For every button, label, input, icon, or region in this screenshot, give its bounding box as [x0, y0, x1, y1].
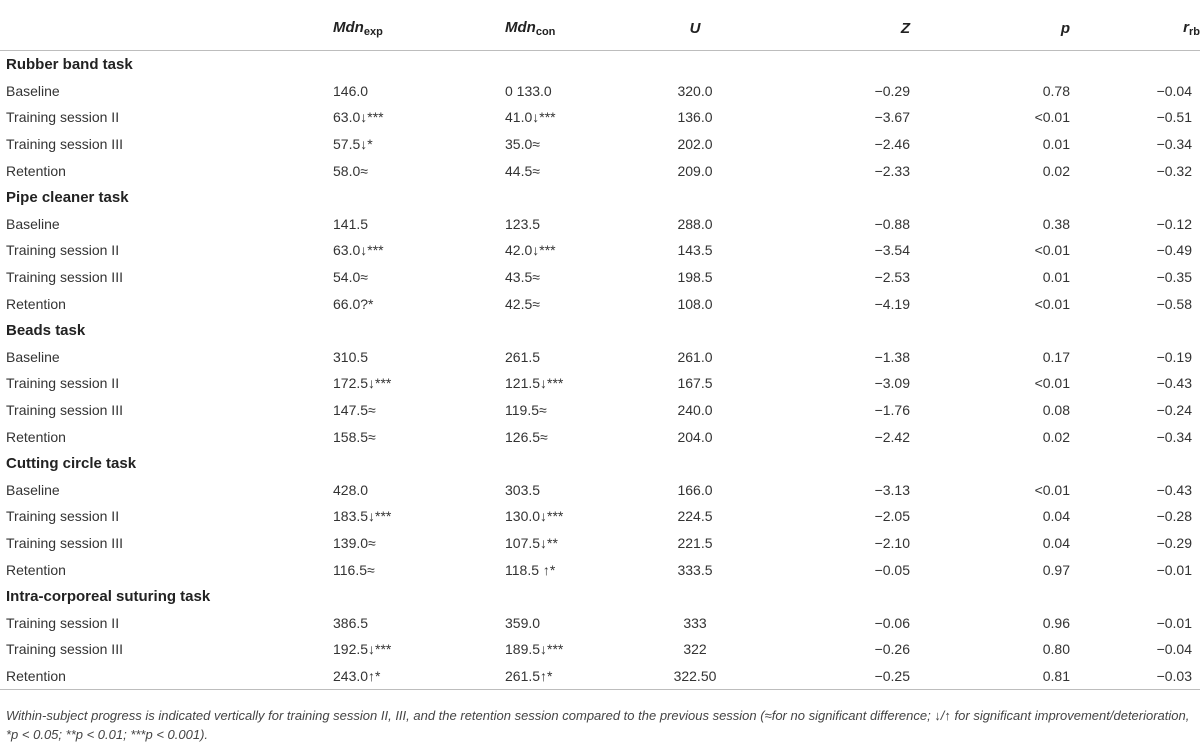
cell-mdn-exp: 116.5≈ [333, 561, 375, 578]
cell-mdn-exp: 54.0≈ [333, 269, 368, 286]
cell-p: 0.02 [1042, 428, 1070, 445]
section-title: Beads task [6, 321, 86, 339]
cell-p: 0.81 [910, 663, 1070, 690]
cell-mdn-exp: 63.0↓*** [333, 109, 384, 126]
cell-u: 221.5 [677, 534, 713, 551]
cell-mdn-con: 261.5↑* [505, 663, 605, 690]
cell-u: 166.0 [677, 481, 713, 498]
cell-p: <0.01 [1034, 109, 1070, 126]
cell-z: −3.67 [874, 109, 910, 126]
row-label: Baseline [6, 481, 60, 498]
section-title: Cutting circle task [6, 454, 137, 472]
cell-z: −3.09 [874, 375, 910, 392]
row-label: Training session II [6, 375, 120, 392]
row-label: Retention [6, 561, 66, 578]
cell-mdn-exp: 66.0?* [333, 295, 374, 312]
cell-mdn-exp: 147.5≈ [333, 402, 376, 419]
header-mdn-exp-sub: exp [363, 25, 383, 38]
cell-rrb: −0.32 [1156, 162, 1192, 179]
cell-rrb: −0.04 [1156, 82, 1192, 99]
cell-mdn-exp: 243.0↑* [333, 663, 505, 690]
cell-u: 136.0 [677, 109, 713, 126]
cell-u: 261.0 [677, 348, 713, 365]
row-label: Training session III [6, 641, 123, 658]
cell-u: 288.0 [677, 215, 713, 232]
cell-mdn-exp: 428.0 [333, 481, 369, 498]
table-body [0, 51, 1200, 690]
cell-u: 209.0 [677, 162, 713, 179]
row-label: Retention [6, 428, 66, 445]
table-row [0, 237, 1200, 264]
table-row [0, 530, 1200, 557]
cell-p: 0.08 [1042, 402, 1070, 419]
cell-z: −2.33 [874, 162, 910, 179]
table-row [0, 370, 1200, 397]
header-mdn-exp-text: Mdn [333, 18, 364, 36]
row-label: Training session III [6, 534, 123, 551]
cell-z: −3.54 [874, 242, 910, 259]
cell-rrb: −0.03 [1070, 663, 1200, 690]
section-title: Rubber band task [6, 55, 133, 73]
cell-p: 0.17 [1042, 348, 1070, 365]
cell-rrb: −0.58 [1156, 295, 1192, 312]
cell-mdn-con: 35.0≈ [505, 136, 540, 153]
cell-mdn-con: 42.0↓*** [505, 242, 556, 259]
header-mdn-con [505, 6, 605, 51]
section-header-row [0, 51, 1200, 78]
cell-z: −2.10 [874, 534, 910, 551]
header-rrb [1070, 6, 1200, 51]
cell-rrb: −0.01 [1156, 561, 1192, 578]
cell-z: −3.13 [874, 481, 910, 498]
cell-mdn-con: 44.5≈ [505, 162, 540, 179]
cell-u: 240.0 [677, 402, 713, 419]
table-row [0, 78, 1200, 105]
section-title: Intra-corporeal suturing task [6, 587, 211, 605]
header-mdn-con-sub: con [535, 25, 556, 38]
cell-mdn-exp: 146.0 [333, 82, 369, 99]
cell-z: −1.38 [874, 348, 910, 365]
cell-rrb: −0.29 [1156, 534, 1192, 551]
cell-rrb: −0.34 [1156, 136, 1192, 153]
header-mdn-con-text: Mdn [505, 18, 536, 36]
cell-mdn-exp: 386.5 [333, 614, 369, 631]
cell-z: −0.05 [874, 561, 910, 578]
header-rrb-sub: rb [1189, 25, 1200, 38]
cell-u: 322.50 [605, 663, 785, 690]
table-row [0, 211, 1200, 238]
table-row [0, 636, 1200, 663]
cell-p: 0.04 [1042, 508, 1070, 525]
cell-z: −2.05 [874, 508, 910, 525]
table-row [0, 609, 1200, 636]
row-label: Training session III [6, 136, 123, 153]
results-table [0, 6, 1200, 690]
cell-mdn-exp: 192.5↓*** [333, 641, 392, 658]
cell-mdn-exp: 183.5↓*** [333, 508, 392, 525]
cell-p: 0.01 [1042, 136, 1070, 153]
cell-p: <0.01 [1034, 295, 1070, 312]
cell-rrb: −0.43 [1156, 375, 1192, 392]
header-p: p [910, 6, 1070, 51]
table-row [0, 104, 1200, 131]
cell-u: 333.5 [677, 561, 713, 578]
section-title: Pipe cleaner task [6, 188, 129, 206]
table-row [0, 344, 1200, 371]
section-header-row [0, 450, 1200, 477]
cell-p: 0.78 [1042, 82, 1070, 99]
table-row [0, 157, 1200, 184]
cell-p: <0.01 [1034, 375, 1070, 392]
cell-mdn-con: 189.5↓*** [505, 641, 564, 658]
table-row [0, 290, 1200, 317]
cell-p: <0.01 [1034, 481, 1070, 498]
cell-mdn-exp: 172.5↓*** [333, 375, 392, 392]
row-label: Training session III [6, 269, 123, 286]
cell-mdn-exp: 139.0≈ [333, 534, 376, 551]
cell-mdn-exp: 310.5 [333, 348, 369, 365]
cell-u: 198.5 [677, 269, 713, 286]
cell-rrb: −0.43 [1156, 481, 1192, 498]
cell-mdn-exp: 58.0≈ [333, 162, 368, 179]
section-header-row [0, 184, 1200, 211]
cell-u: 320.0 [677, 82, 713, 99]
cell-mdn-con: 121.5↓*** [505, 375, 564, 392]
cell-mdn-con: 359.0 [505, 614, 541, 631]
cell-rrb: −0.51 [1156, 109, 1192, 126]
cell-mdn-con: 107.5↓** [505, 534, 558, 551]
cell-rrb: −0.19 [1156, 348, 1192, 365]
header-label [0, 6, 333, 51]
header-rrb-text: r [1183, 18, 1189, 36]
cell-z: −0.29 [874, 82, 910, 99]
cell-u: 322 [683, 641, 707, 658]
cell-mdn-con: 261.5 [505, 348, 541, 365]
cell-z: −2.46 [874, 136, 910, 153]
table-row [0, 264, 1200, 291]
cell-p: 0.04 [1042, 534, 1070, 551]
row-label: Training session II [6, 109, 120, 126]
table-row [0, 556, 1200, 583]
cell-z: −2.53 [874, 269, 910, 286]
cell-rrb: −0.24 [1156, 402, 1192, 419]
row-label: Baseline [6, 82, 60, 99]
cell-rrb: −0.01 [1156, 614, 1192, 631]
row-label: Training session II [6, 508, 120, 525]
cell-p: 0.96 [1042, 614, 1070, 631]
cell-mdn-con: 118.5 ↑* [505, 561, 556, 578]
table-header [0, 6, 1200, 51]
table-row [0, 503, 1200, 530]
section-header-row [0, 583, 1200, 610]
cell-mdn-con: 119.5≈ [505, 402, 547, 419]
cell-u: 108.0 [677, 295, 713, 312]
cell-z: −2.42 [874, 428, 910, 445]
cell-p: 0.38 [1042, 215, 1070, 232]
table-row [0, 477, 1200, 504]
cell-mdn-con: 42.5≈ [505, 295, 540, 312]
row-label: Retention [6, 295, 66, 312]
cell-z: −1.76 [874, 402, 910, 419]
header-u: U [605, 6, 785, 51]
cell-rrb: −0.49 [1156, 242, 1192, 259]
cell-mdn-con: 43.5≈ [505, 269, 540, 286]
row-label: Baseline [6, 215, 60, 232]
header-z: Z [785, 6, 910, 51]
cell-p: 0.02 [1042, 162, 1070, 179]
row-label: Retention [0, 663, 333, 690]
table-row [0, 131, 1200, 158]
cell-p: <0.01 [1034, 242, 1070, 259]
cell-mdn-exp: 63.0↓*** [333, 242, 384, 259]
cell-u: 224.5 [677, 508, 713, 525]
cell-z: −0.88 [874, 215, 910, 232]
row-label: Retention [6, 162, 66, 179]
cell-rrb: −0.04 [1156, 641, 1192, 658]
cell-mdn-con: 303.5 [505, 481, 541, 498]
cell-u: 143.5 [677, 242, 713, 259]
table-row [0, 663, 1200, 690]
cell-u: 333 [683, 614, 707, 631]
table-row [0, 423, 1200, 450]
cell-mdn-con: 123.5 [505, 215, 541, 232]
row-label: Training session II [6, 614, 120, 631]
cell-u: 167.5 [677, 375, 713, 392]
header-mdn-exp [333, 6, 505, 51]
cell-mdn-exp: 57.5↓* [333, 136, 373, 153]
cell-p: 0.80 [1042, 641, 1070, 658]
cell-u: 204.0 [677, 428, 713, 445]
cell-rrb: −0.34 [1156, 428, 1192, 445]
cell-z: −4.19 [874, 295, 910, 312]
cell-rrb: −0.28 [1156, 508, 1192, 525]
cell-p: 0.97 [1042, 561, 1070, 578]
cell-z: −0.06 [874, 614, 910, 631]
table-row [0, 397, 1200, 424]
cell-rrb: −0.35 [1156, 269, 1192, 286]
table-footnote: Within-subject progress is indicated vertically for training session II, III, and the retention session compared to the previous session (≈for no significant difference; ↓/↑ for significant improvement/deterioration, *p < 0.05; **p < 0.01; ***p < 0.001). [6, 708, 1190, 742]
cell-mdn-con: 0 133.0 [505, 82, 552, 99]
cell-mdn-con: 126.5≈ [505, 428, 548, 445]
cell-mdn-exp: 141.5 [333, 215, 369, 232]
row-label: Baseline [6, 348, 60, 365]
row-label: Training session III [6, 402, 123, 419]
cell-z: −0.26 [874, 641, 910, 658]
section-header-row [0, 317, 1200, 344]
cell-mdn-con: 41.0↓*** [505, 109, 556, 126]
cell-rrb: −0.12 [1156, 215, 1192, 232]
cell-z: −0.25 [785, 663, 910, 690]
cell-mdn-con: 130.0↓*** [505, 508, 564, 525]
cell-mdn-exp: 158.5≈ [333, 428, 376, 445]
row-label: Training session II [6, 242, 120, 259]
cell-u: 202.0 [677, 136, 713, 153]
cell-p: 0.01 [1042, 269, 1070, 286]
